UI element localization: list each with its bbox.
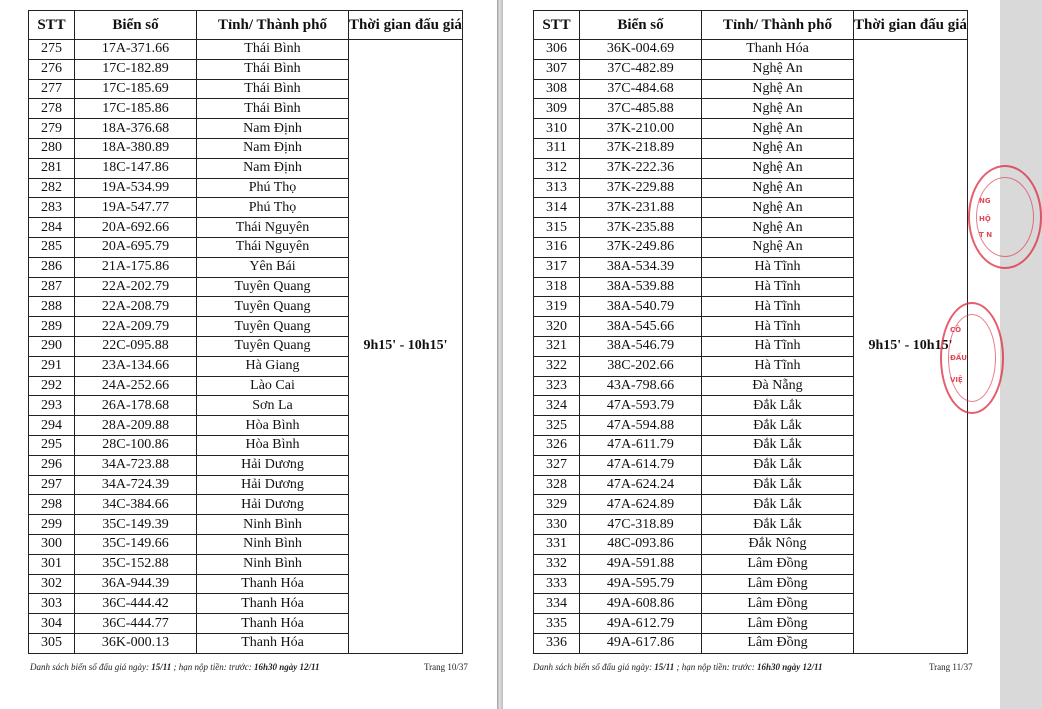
cell-stt: 293	[29, 396, 75, 416]
plate-table-left	[28, 10, 463, 654]
cell-plate: 37C-482.89	[580, 59, 702, 79]
cell-plate: 48C-093.86	[580, 534, 702, 554]
cell-plate: 47A-593.79	[580, 396, 702, 416]
cell-plate: 38A-539.88	[580, 277, 702, 297]
cell-plate: 17C-185.69	[75, 79, 197, 99]
cell-plate: 38A-546.79	[580, 336, 702, 356]
cell-stt: 312	[534, 158, 580, 178]
cell-province: Đắk Lắk	[702, 416, 854, 436]
cell-plate: 22A-208.79	[75, 297, 197, 317]
cell-stt: 284	[29, 218, 75, 238]
cell-plate: 17C-185.86	[75, 99, 197, 119]
stamp-glyph-right: NG	[979, 197, 991, 205]
cell-plate: 24A-252.66	[75, 376, 197, 396]
cell-stt: 305	[29, 633, 75, 653]
cell-stt: 310	[534, 119, 580, 139]
cell-province: Thái Bình	[197, 99, 349, 119]
cell-stt: 333	[534, 574, 580, 594]
footer-note-left	[30, 662, 319, 672]
cell-stt: 326	[534, 435, 580, 455]
cell-plate: 37K-231.88	[580, 198, 702, 218]
cell-stt: 331	[534, 534, 580, 554]
cell-province: Thanh Hóa	[197, 574, 349, 594]
footer-mid: ; hạn nộp tiền: trước:	[676, 662, 755, 672]
cell-stt: 279	[29, 119, 75, 139]
cell-province: Ninh Bình	[197, 554, 349, 574]
footer-date: 15/11	[151, 662, 172, 672]
cell-stt: 288	[29, 297, 75, 317]
cell-plate: 43A-798.66	[580, 376, 702, 396]
cell-plate: 37K-235.88	[580, 218, 702, 238]
cell-stt: 277	[29, 79, 75, 99]
cell-province: Hòa Bình	[197, 416, 349, 436]
cell-province: Thanh Hóa	[197, 594, 349, 614]
cell-stt: 290	[29, 336, 75, 356]
cell-province: Hà Tĩnh	[702, 277, 854, 297]
cell-plate: 47A-624.24	[580, 475, 702, 495]
cell-plate: 19A-547.77	[75, 198, 197, 218]
cell-stt: 334	[534, 594, 580, 614]
footer-note-right	[533, 662, 822, 672]
cell-stt: 315	[534, 218, 580, 238]
cell-province: Lâm Đồng	[702, 574, 854, 594]
cell-stt: 278	[29, 99, 75, 119]
cell-stt: 296	[29, 455, 75, 475]
cell-province: Hà Tĩnh	[702, 257, 854, 277]
page-number-left: Trang 10/37	[424, 662, 468, 672]
cell-stt: 299	[29, 515, 75, 535]
footer-deadline: 16h30 ngày 12/11	[756, 662, 823, 672]
cell-plate: 49A-608.86	[580, 594, 702, 614]
cell-province: Thái Bình	[197, 40, 349, 60]
cell-plate: 19A-534.99	[75, 178, 197, 198]
cell-stt: 280	[29, 138, 75, 158]
cell-plate: 23A-134.66	[75, 356, 197, 376]
cell-province: Đà Nẵng	[702, 376, 854, 396]
cell-plate: 37C-485.88	[580, 99, 702, 119]
cell-province: Hải Dương	[197, 495, 349, 515]
cell-province: Nghệ An	[702, 79, 854, 99]
cell-province: Nghệ An	[702, 198, 854, 218]
cell-plate: 20A-695.79	[75, 237, 197, 257]
cell-plate: 26A-178.68	[75, 396, 197, 416]
cell-province: Nghệ An	[702, 178, 854, 198]
cell-province: Yên Bái	[197, 257, 349, 277]
cell-stt: 320	[534, 317, 580, 337]
cell-stt: 306	[534, 40, 580, 60]
auction-time-cell: 9h15' - 10h15'	[854, 40, 968, 654]
cell-plate: 36K-000.13	[75, 633, 197, 653]
cell-plate: 35C-152.88	[75, 554, 197, 574]
cell-stt: 318	[534, 277, 580, 297]
cell-stt: 291	[29, 356, 75, 376]
cell-plate: 36C-444.77	[75, 614, 197, 634]
cell-province: Thái Nguyên	[197, 237, 349, 257]
cell-province: Thái Bình	[197, 79, 349, 99]
cell-stt: 294	[29, 416, 75, 436]
plate-table-right	[533, 10, 968, 654]
cell-plate: 17C-182.89	[75, 59, 197, 79]
cell-stt: 283	[29, 198, 75, 218]
cell-province: Nghệ An	[702, 59, 854, 79]
cell-plate: 35C-149.66	[75, 534, 197, 554]
cell-province: Hà Tĩnh	[702, 356, 854, 376]
cell-stt: 330	[534, 515, 580, 535]
cell-stt: 328	[534, 475, 580, 495]
header-province: Tỉnh/ Thành phố	[702, 11, 854, 40]
cell-stt: 336	[534, 633, 580, 653]
page-left	[0, 0, 497, 709]
cell-stt: 303	[29, 594, 75, 614]
cell-plate: 47A-624.89	[580, 495, 702, 515]
auction-time-cell: 9h15' - 10h15'	[349, 40, 463, 654]
cell-plate: 22A-209.79	[75, 317, 197, 337]
cell-stt: 295	[29, 435, 75, 455]
cell-plate: 37K-218.89	[580, 138, 702, 158]
cell-province: Thái Nguyên	[197, 218, 349, 238]
cell-province: Tuyên Quang	[197, 336, 349, 356]
cell-plate: 37K-249.86	[580, 237, 702, 257]
cell-plate: 21A-175.86	[75, 257, 197, 277]
cell-plate: 36K-004.69	[580, 40, 702, 60]
cell-plate: 36A-944.39	[75, 574, 197, 594]
cell-province: Hà Giang	[197, 356, 349, 376]
page-number-right: Trang 11/37	[929, 662, 973, 672]
cell-plate: 36C-444.42	[75, 594, 197, 614]
cell-stt: 304	[29, 614, 75, 634]
cell-plate: 38A-540.79	[580, 297, 702, 317]
cell-stt: 314	[534, 198, 580, 218]
cell-province: Hà Tĩnh	[702, 336, 854, 356]
footer-prefix: Danh sách biển số đấu giá ngày:	[30, 662, 149, 672]
cell-plate: 18A-376.68	[75, 119, 197, 139]
footer-deadline: 16h30 ngày 12/11	[253, 662, 320, 672]
cell-stt: 308	[534, 79, 580, 99]
cell-plate: 49A-612.79	[580, 614, 702, 634]
cell-province: Nghệ An	[702, 158, 854, 178]
cell-plate: 49A-595.79	[580, 574, 702, 594]
stamp-glyph-left: CÔ	[950, 326, 962, 334]
cell-stt: 297	[29, 475, 75, 495]
cell-plate: 17A-371.66	[75, 40, 197, 60]
cell-province: Thanh Hóa	[702, 40, 854, 60]
header-plate: Biển số	[75, 11, 197, 40]
table-body-right	[534, 40, 968, 654]
cell-province: Tuyên Quang	[197, 297, 349, 317]
cell-plate: 37C-484.68	[580, 79, 702, 99]
cell-province: Hà Tĩnh	[702, 297, 854, 317]
table-header-row	[534, 11, 968, 40]
cell-stt: 321	[534, 336, 580, 356]
cell-plate: 49A-617.86	[580, 633, 702, 653]
table-row	[29, 40, 463, 60]
cell-stt: 322	[534, 356, 580, 376]
cell-stt: 329	[534, 495, 580, 515]
cell-stt: 276	[29, 59, 75, 79]
cell-province: Tuyên Quang	[197, 317, 349, 337]
cell-plate: 37K-222.36	[580, 158, 702, 178]
cell-plate: 18C-147.86	[75, 158, 197, 178]
cell-province: Nam Định	[197, 158, 349, 178]
cell-province: Ninh Bình	[197, 534, 349, 554]
page-right	[503, 0, 1000, 709]
cell-stt: 285	[29, 237, 75, 257]
cell-stt: 292	[29, 376, 75, 396]
cell-plate: 37K-229.88	[580, 178, 702, 198]
header-time: Thời gian đấu giá	[349, 11, 463, 40]
cell-stt: 323	[534, 376, 580, 396]
cell-stt: 324	[534, 396, 580, 416]
cell-plate: 22A-202.79	[75, 277, 197, 297]
cell-province: Phú Thọ	[197, 178, 349, 198]
cell-stt: 298	[29, 495, 75, 515]
cell-province: Nghệ An	[702, 119, 854, 139]
cell-province: Đắk Lắk	[702, 495, 854, 515]
cell-province: Đắk Lắk	[702, 455, 854, 475]
cell-plate: 28A-209.88	[75, 416, 197, 436]
cell-stt: 275	[29, 40, 75, 60]
cell-plate: 34C-384.66	[75, 495, 197, 515]
cell-province: Sơn La	[197, 396, 349, 416]
cell-plate: 49A-591.88	[580, 554, 702, 574]
table-body-left	[29, 40, 463, 654]
cell-province: Đắk Lắk	[702, 435, 854, 455]
cell-stt: 287	[29, 277, 75, 297]
cell-plate: 47C-318.89	[580, 515, 702, 535]
cell-stt: 311	[534, 138, 580, 158]
header-province: Tỉnh/ Thành phố	[197, 11, 349, 40]
cell-stt: 325	[534, 416, 580, 436]
cell-stt: 335	[534, 614, 580, 634]
cell-plate: 37K-210.00	[580, 119, 702, 139]
cell-stt: 282	[29, 178, 75, 198]
cell-province: Hòa Bình	[197, 435, 349, 455]
header-plate: Biển số	[580, 11, 702, 40]
cell-plate: 22C-095.88	[75, 336, 197, 356]
cell-stt: 302	[29, 574, 75, 594]
cell-stt: 286	[29, 257, 75, 277]
cell-stt: 332	[534, 554, 580, 574]
cell-plate: 34A-723.88	[75, 455, 197, 475]
cell-province: Thanh Hóa	[197, 614, 349, 634]
cell-province: Nghệ An	[702, 218, 854, 238]
cell-province: Tuyên Quang	[197, 277, 349, 297]
cell-province: Nghệ An	[702, 99, 854, 119]
red-seal-stamp-right: NG HỘ T N	[968, 165, 1000, 275]
table-header-row	[29, 11, 463, 40]
cell-stt: 281	[29, 158, 75, 178]
cell-province: Đắk Lắk	[702, 515, 854, 535]
cell-province: Lào Cai	[197, 376, 349, 396]
cell-plate: 28C-100.86	[75, 435, 197, 455]
cell-plate: 35C-149.39	[75, 515, 197, 535]
cell-plate: 34A-724.39	[75, 475, 197, 495]
cell-province: Thái Bình	[197, 59, 349, 79]
footer-prefix: Danh sách biển số đấu giá ngày:	[533, 662, 652, 672]
cell-stt: 317	[534, 257, 580, 277]
cell-province: Đắk Lắk	[702, 396, 854, 416]
footer-mid: ; hạn nộp tiền: trước:	[173, 662, 252, 672]
cell-province: Hà Tĩnh	[702, 317, 854, 337]
cell-province: Nghệ An	[702, 237, 854, 257]
cell-province: Lâm Đồng	[702, 614, 854, 634]
cell-plate: 38C-202.66	[580, 356, 702, 376]
cell-province: Đắk Lắk	[702, 475, 854, 495]
cell-stt: 300	[29, 534, 75, 554]
cell-stt: 307	[534, 59, 580, 79]
cell-province: Hải Dương	[197, 475, 349, 495]
cell-province: Thanh Hóa	[197, 633, 349, 653]
cell-province: Ninh Bình	[197, 515, 349, 535]
header-stt: STT	[29, 11, 75, 40]
cell-province: Nam Định	[197, 138, 349, 158]
cell-stt: 309	[534, 99, 580, 119]
cell-plate: 38A-545.66	[580, 317, 702, 337]
footer-date: 15/11	[654, 662, 675, 672]
cell-plate: 38A-534.39	[580, 257, 702, 277]
cell-province: Lâm Đồng	[702, 594, 854, 614]
cell-province: Phú Thọ	[197, 198, 349, 218]
header-time: Thời gian đấu giá	[854, 11, 968, 40]
cell-plate: 47A-611.79	[580, 435, 702, 455]
cell-province: Nam Định	[197, 119, 349, 139]
cell-stt: 289	[29, 317, 75, 337]
header-stt: STT	[534, 11, 580, 40]
table-row	[534, 40, 968, 60]
cell-province: Hải Dương	[197, 455, 349, 475]
red-seal-stamp-left: CÔ ĐẤU VIỆ	[470, 150, 497, 265]
cell-plate: 47A-614.79	[580, 455, 702, 475]
cell-province: Nghệ An	[702, 138, 854, 158]
cell-plate: 18A-380.89	[75, 138, 197, 158]
cell-stt: 319	[534, 297, 580, 317]
cell-stt: 313	[534, 178, 580, 198]
cell-province: Lâm Đồng	[702, 554, 854, 574]
cell-stt: 301	[29, 554, 75, 574]
cell-stt: 316	[534, 237, 580, 257]
cell-stt: 327	[534, 455, 580, 475]
cell-province: Đắk Nông	[702, 534, 854, 554]
cell-plate: 20A-692.66	[75, 218, 197, 238]
cell-province: Lâm Đồng	[702, 633, 854, 653]
cell-plate: 47A-594.88	[580, 416, 702, 436]
